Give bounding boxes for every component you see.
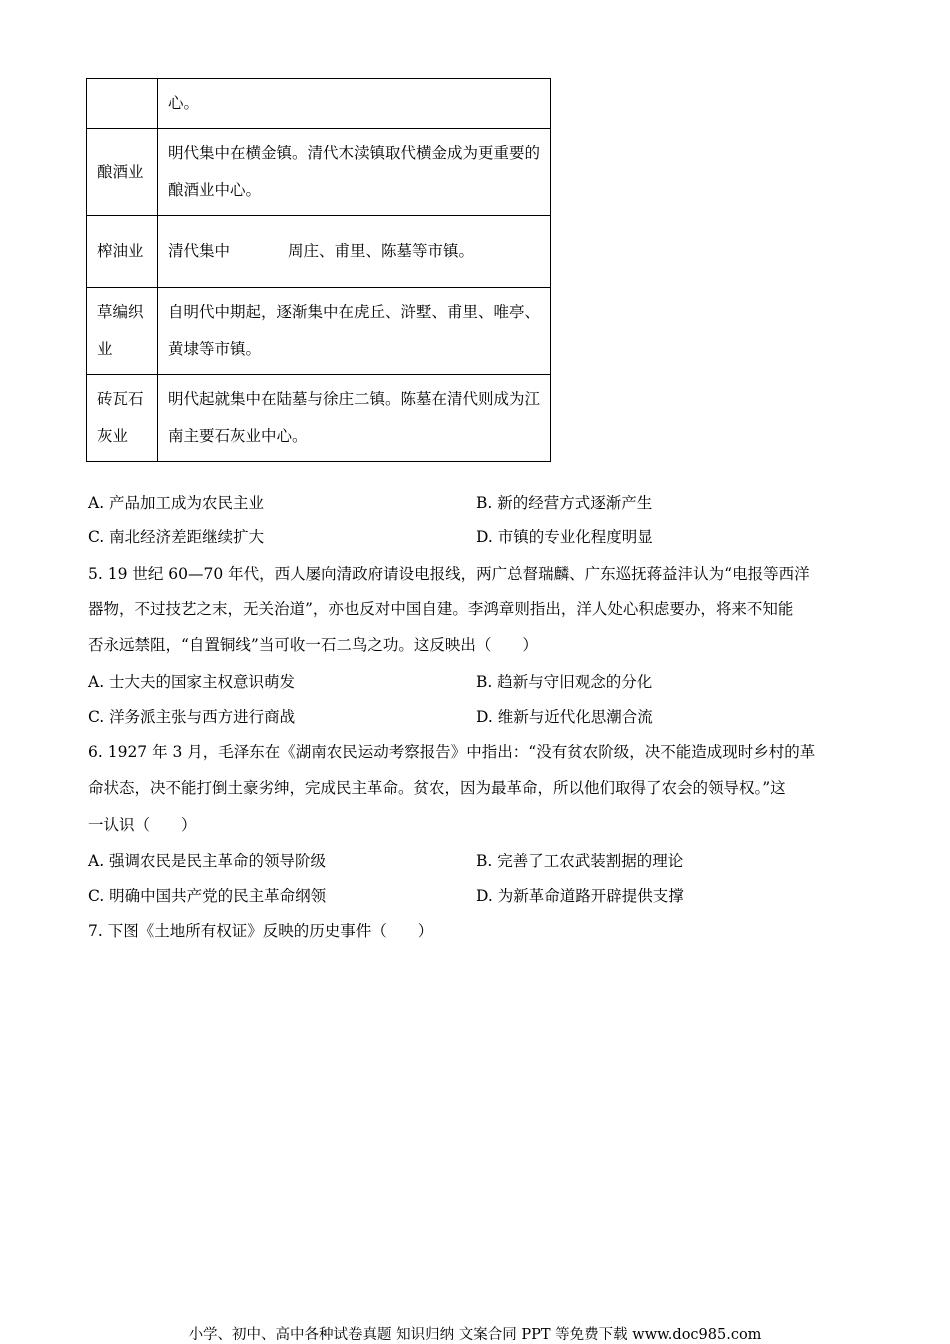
industry-name-cell: 草编织业 (87, 288, 158, 375)
industry-table (86, 78, 551, 462)
q4-option-b: B. 新的经营方式逐渐产生 (476, 494, 653, 512)
q6-option-a: A. 强调农民是民主革命的领导阶级 (88, 852, 327, 870)
q5-stem-line: 5. 19 世纪 60—70 年代，西人屡向清政府请设电报线，两广总督瑞麟、广东巡抚蒋益沣认为“电报等西洋 (88, 565, 810, 583)
page-footer: 小学、初中、高中各种试卷真题 知识归纳 文案合同 PPT 等免费下载 www.doc985.com (188, 1327, 762, 1343)
industry-desc-cell: 明代集中在横金镇。清代木渎镇取代横金成为更重要的酿酒业中心。 (158, 129, 551, 216)
q5-option-b: B. 趋新与守旧观念的分化 (476, 673, 653, 691)
q5-stem-line: 器物，不过技艺之末，无关治道”，亦也反对中国自建。李鸿章则指出，洋人处心积虑要办，将来不知能 (88, 600, 794, 618)
table-row (87, 79, 551, 129)
industry-desc-cell: 明代起就集中在陆墓与徐庄二镇。陈墓在清代则成为江南主要石灰业中心。 (158, 375, 551, 462)
q7-stem-line: 7. 下图《土地所有权证》反映的历史事件（ ） (88, 922, 434, 940)
industry-name-cell (87, 79, 158, 129)
industry-name-cell: 榨油业 (87, 216, 158, 288)
q5-option-c: C. 洋务派主张与西方进行商战 (88, 708, 296, 726)
industry-desc-part: 清代集中 (168, 242, 231, 260)
table-row (87, 288, 551, 375)
q5-option-d: D. 维新与近代化思潮合流 (476, 708, 653, 726)
industry-desc-cell: 心。 (158, 79, 551, 129)
table-row (87, 375, 551, 462)
q6-stem-line: 命状态，决不能打倒土豪劣绅，完成民主革命。贫农，因为最革命，所以他们取得了农会的领导权。”这 (88, 779, 786, 797)
table-row (87, 129, 551, 216)
q4-option-a: A. 产品加工成为农民主业 (88, 494, 265, 512)
q6-option-c: C. 明确中国共产党的民主革命纲领 (88, 887, 327, 905)
table-row (87, 216, 551, 288)
q5-option-a: A. 士大夫的国家主权意识萌发 (88, 673, 296, 691)
q6-option-b: B. 完善了工农武装割据的理论 (476, 852, 684, 870)
q6-option-d: D. 为新革命道路开辟提供支撑 (476, 887, 684, 905)
q6-stem-line: 一认识（ ） (88, 816, 197, 834)
q6-stem-line: 6. 1927 年 3 月，毛泽东在《湖南农民运动考察报告》中指出：“没有贫农阶级，决不能造成现时乡村的革 (88, 743, 816, 761)
industry-desc-cell (158, 216, 551, 288)
q4-option-c: C. 南北经济差距继续扩大 (88, 528, 265, 546)
q5-stem-line: 否永远禁阻，“自置铜线”当可收一石二鸟之功。这反映出（ ） (88, 636, 538, 654)
industry-name-cell: 砖瓦石灰业 (87, 375, 158, 462)
q4-option-d: D. 市镇的专业化程度明显 (476, 528, 653, 546)
industry-desc-cell: 自明代中期起，逐渐集中在虎丘、浒墅、甫里、唯亭、黄埭等市镇。 (158, 288, 551, 375)
industry-name-cell: 酿酒业 (87, 129, 158, 216)
industry-desc-part: 周庄、甫里、陈墓等市镇。 (288, 242, 475, 260)
